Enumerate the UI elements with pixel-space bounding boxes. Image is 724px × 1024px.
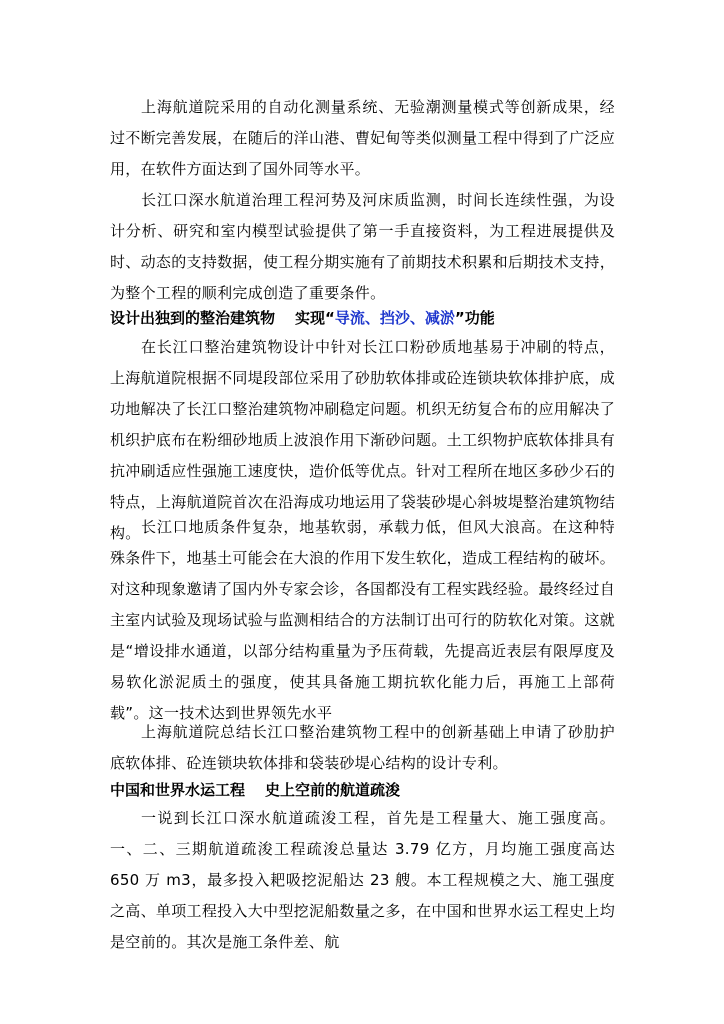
heading-text: ”功能 [454, 309, 495, 327]
heading-text: 史上空前的航道疏浚 [265, 781, 401, 799]
heading-text: 中国和世界水运工程 [110, 781, 246, 799]
paragraph-patents: 上海航道院总结长江口整治建筑物工程中的创新基础上申请了砂肋护底软体排、砼连锁块软体排和袋装砂堤心结构的设计专利。 [110, 723, 615, 772]
paragraph-structure-design: 在长江口整治建筑物设计中针对长江口粉砂质地基易于冲刷的特点，上海航道院根据不同堤段部位采用了砂肋软体排或砼连锁块软体排护底，成功地解决了长江口整治建筑物冲刷稳定问题。机织无纺复合布的应用解决了机织护底布在粉细砂地质上波浪作用下渐砂问题。土工织物护底软体排具有抗冲刷适应性强施工速度快，造价低等优点。针对工程所在地区多砂少石的特点，上海航道院首次在沿海成功地运用了袋装砂堤心斜坡堤整治建筑物结构。 [110, 338, 615, 542]
paragraph-geology-softening: 长江口地质条件复杂，地基软弱，承载力低，但风大浪高。在这种特殊条件下，地基土可能会在大浪的作用下发生软化，造成工程结构的破坏。对这种现象邀请了国内外专家会诊，各国都没有工程实践经验。最终经过自主室内试验及现场试验与监测相结合的方法制订出可行的防软化对策。这就是“增设排水通道，以部分结构重量为予压荷载，先提高近表层有限厚度及易软化淤泥质土的强度，使其具备施工期抗软化能力后，再施工上部荷载”。这一技术达到世界领先水平 [110, 518, 615, 722]
heading-text: 实现“ [295, 309, 335, 327]
section-heading-regulation-structures [110, 305, 615, 331]
paragraph-dredging-scale: 一说到长江口深水航道疏浚工程，首先是工程量大、施工强度高。一、二、三期航道疏浚工程疏浚总量达 3.79 亿方，月均施工强度高达 650 万 m3，最多投入耙吸挖泥船达 23 艘。本工程规模之大、施工强度之高、单项工程投入大中型挖泥船数量之多，在中国和世界水运工程史上均是空前的。其次是施工条件差、航 [110, 809, 615, 951]
paragraph-survey-innovation: 上海航道院采用的自动化测量系统、无验潮测量模式等创新成果，经过不断完善发展，在随后的洋山港、曹妃甸等类似测量工程中得到了广泛应用，在软件方面达到了国外同等水平。 [110, 98, 615, 178]
paragraph-river-monitoring: 长江口深水航道治理工程河势及河床质监测，时间长连续性强，为设计分析、研究和室内模型试验提供了第一手直接资料，为工程进展提供及时、动态的支持数据，使工程分期实施有了前期技术积累和后期技术支持，为整个工程的顺利完成创造了重要条件。 [110, 191, 615, 302]
heading-highlight: 导流、挡沙、减淤 [334, 309, 455, 327]
heading-text: 设计出独到的整治建筑物 [110, 309, 276, 327]
section-heading-dredging [110, 777, 615, 803]
